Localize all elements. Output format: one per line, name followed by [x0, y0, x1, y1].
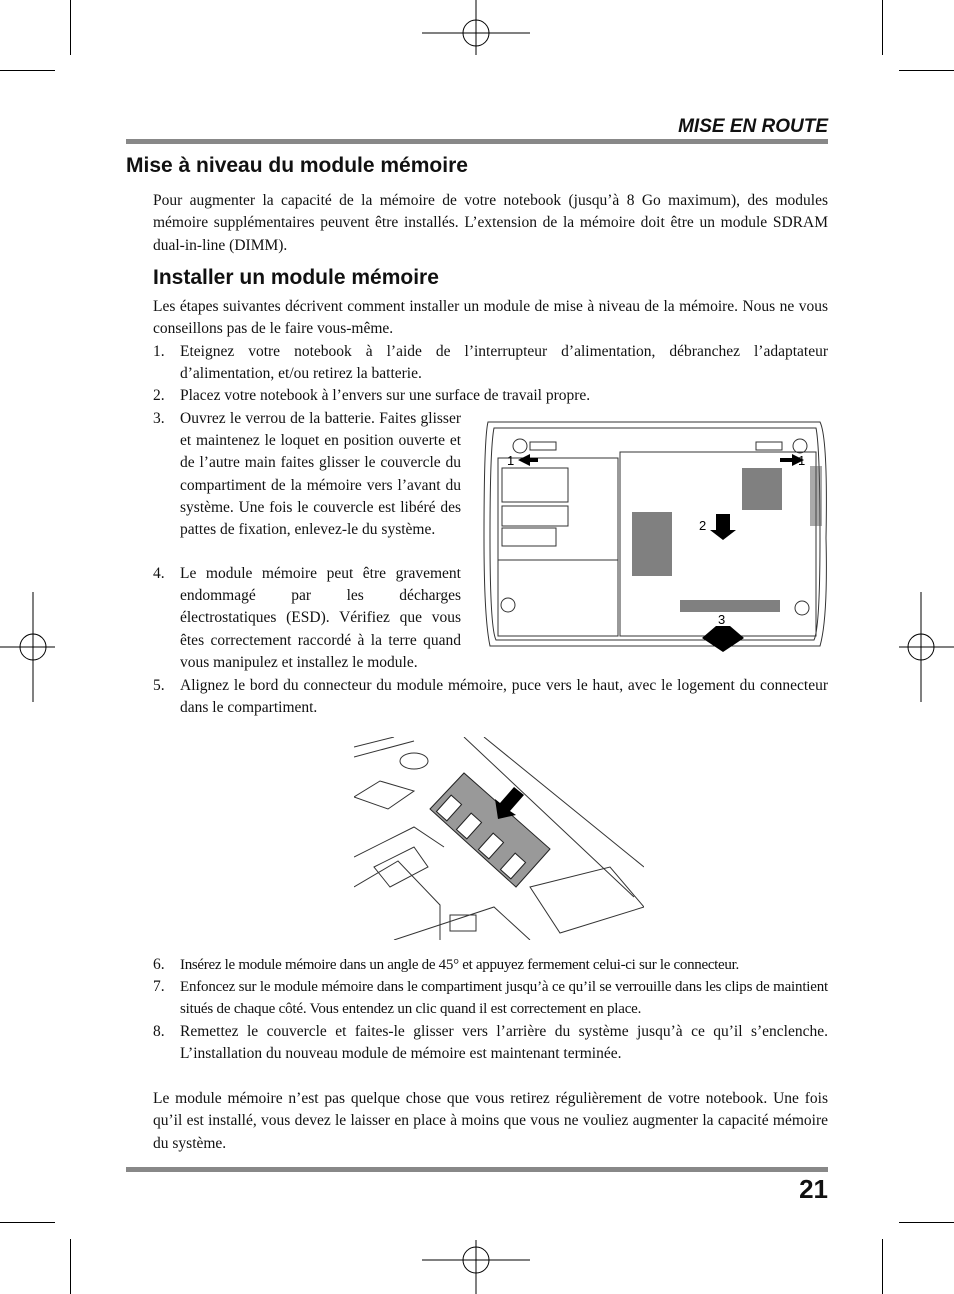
- step-text: Placez votre notebook à l’envers sur une surface de travail propre.: [180, 387, 591, 404]
- step-number: 7.: [153, 978, 165, 995]
- diagram-label-2: 2: [699, 518, 707, 533]
- step-number: 5.: [153, 677, 165, 694]
- step-number: 2.: [153, 387, 165, 404]
- diagram-label-3: 3: [718, 612, 726, 627]
- step-text: Remettez le couvercle et faites-le glisser vers l’arrière du système jusqu’à ce qu’il s’enclenche. L’installation du nouveau module de mémoire est maintenant terminée.: [180, 1023, 828, 1063]
- diagram-label-1-left: 1: [507, 453, 515, 468]
- footer-rule: [126, 1167, 828, 1172]
- step-text: Insérez le module mémoire dans un angle de 45° et appuyez fermement celui-ci sur le connecteur.: [180, 957, 739, 973]
- step-number: 3.: [153, 410, 165, 427]
- intro-paragraph: Pour augmenter la capacité de la mémoire de votre notebook (jusqu’à 8 Go maximum), des modules mémoire supplémentaires peuvent être installés. L’extension de la mémoire doit être un module SDRAM dual-in-line (DIMM).: [153, 192, 828, 254]
- step-text: Alignez le bord du connecteur du module mémoire, puce vers le haut, avec le logement du connecteur dans le compartiment.: [180, 677, 828, 717]
- laptop-bottom-diagram: [480, 418, 832, 656]
- step-text: Enfoncez sur le module mémoire dans le compartiment jusqu’à ce qu’il se verrouille dans les clips de maintient situés de chaque côté. Vous entendez un clic quand il est correctement en place.: [180, 979, 828, 1018]
- page-title: Mise à niveau du module mémoire: [126, 154, 468, 177]
- step-number: 1.: [153, 343, 165, 360]
- header-rule: [126, 139, 828, 144]
- page-number: 21: [799, 1174, 828, 1204]
- lead-paragraph: Les étapes suivantes décrivent comment installer un module de mise à niveau de la mémoire. Nous ne vous conseillons pas de le faire vous-même.: [153, 298, 828, 338]
- closing-paragraph: Le module mémoire n’est pas quelque chose que vous retirez régulièrement de votre notebook. Une fois qu’il est installé, vous devez le laisser en place à moins que vous ne vouliez augmenter la capacité mémoire du système.: [153, 1090, 828, 1152]
- section-subtitle: Installer un module mémoire: [153, 266, 439, 289]
- running-header: MISE EN ROUTE: [678, 116, 828, 137]
- step-number: 4.: [153, 565, 165, 582]
- step-number: 6.: [153, 956, 165, 973]
- step-text: Ouvrez le verrou de la batterie. Faites glisser et maintenez le loquet en position ouverte et de l’autre main faites glisser le couvercle du compartiment de la mémoire vers l’avant du système. Une fois le couvercle est libéré des pattes de fixation, enlevez-le du système.: [180, 410, 461, 539]
- step-text: Eteignez votre notebook à l’aide de l’interrupteur d’alimentation, débranchez l’adaptateur d’alimentation, et/ou retirez la batterie.: [180, 343, 828, 383]
- diagram-label-1-right: 1: [798, 453, 806, 468]
- memory-insertion-diagram: [354, 737, 644, 940]
- step-text: Le module mémoire peut être gravement endommagé par les décharges électrostatiques (ESD). Vérifiez que vous êtes correctement raccordé à la terre quand vous manipulez et installez le module.: [180, 565, 461, 671]
- step-number: 8.: [153, 1023, 165, 1040]
